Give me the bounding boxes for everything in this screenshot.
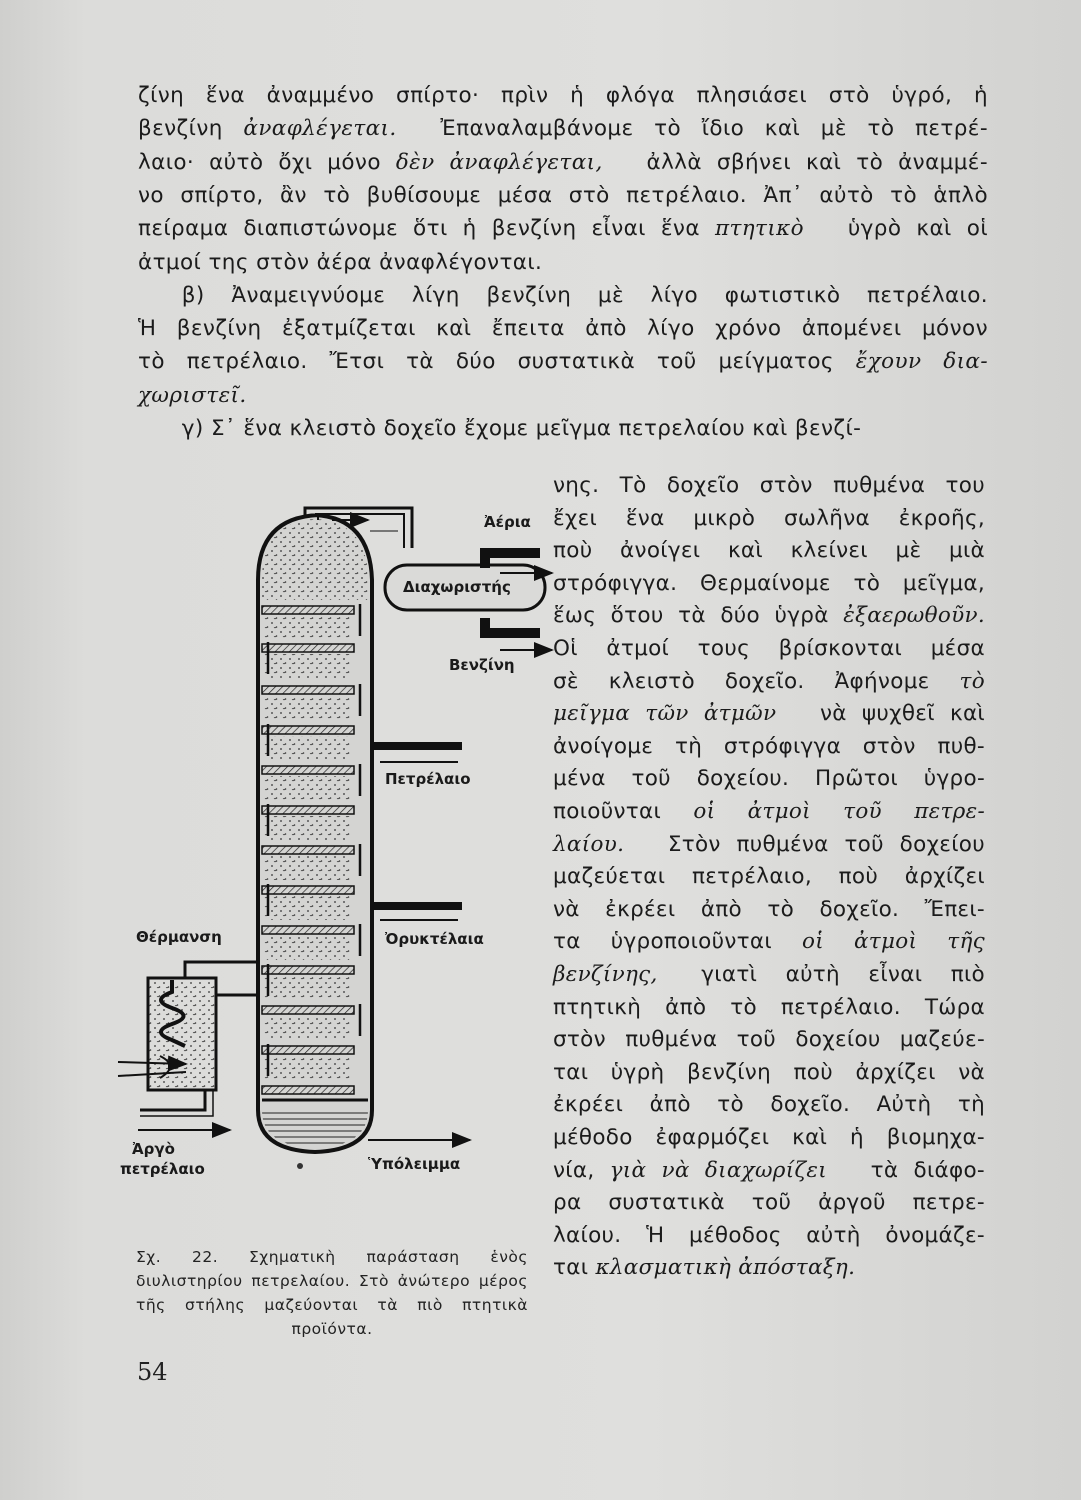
column-tray (262, 1046, 354, 1054)
distillation-column (258, 515, 372, 1152)
text-span: νὰ ψυχθεῖ καὶ (776, 701, 986, 727)
italic-span: οἱ ἀτμοὶ τοῦ πετρε- (693, 799, 986, 824)
text-span: στρόφιγγα. Θερμαίνομε τὸ μεῖγμα, (553, 570, 985, 596)
column-tray (262, 1006, 354, 1014)
column-tray (262, 1086, 354, 1094)
italic-span: ἀναφλέγεται. (243, 116, 397, 142)
italic-span: χωριστεῖ. (138, 382, 247, 408)
label-kerosene: Πετρέλαιο (385, 770, 471, 788)
text-span: τὰ διάφο- (827, 1157, 985, 1183)
text-span: ὑγρὸ καὶ οἱ (804, 216, 988, 242)
tray-liquid (264, 616, 352, 638)
italic-span: κλασματικὴ ἀπόσταξη. (595, 1255, 856, 1281)
column-tray (262, 726, 354, 734)
text-span: ται (553, 1255, 596, 1281)
separator-vessel (385, 548, 552, 650)
italic-span: γιὰ νὰ διαχωρίζει (609, 1157, 828, 1183)
text-span: μέθοδο ἐφαρμόζει καὶ ἡ βιομηχα- (553, 1125, 985, 1150)
text-span: μαζεύεται πετρέλαιο, ποὺ ἀρχίζει (553, 864, 985, 890)
tray-liquid (264, 896, 352, 920)
text-span: νία, (553, 1157, 610, 1183)
text-span: ται ὑγρὴ βενζίνη ποὺ ἀρχίζει νὰ (553, 1059, 985, 1085)
italic-span: μεῖγμα τῶν ἀτμῶν (553, 701, 777, 727)
text-span: τὸ πετρέλαιο. Ἔτσι τὰ δύο συστατικὰ τοῦ μείγματος (138, 349, 856, 375)
figure-caption: Σχ. 22. Σχηματικὴ παράσταση ἑνὸς διυλιστηρίου πετρελαίου. Στὸ ἀνώτερο μέρος τῆς στήλης μαζεύονται τὰ πιὸ πτητικὰ προϊόντα. (136, 1248, 528, 1338)
text-span: ἐκρέει ἀπὸ τὸ δοχεῖο. Αὐτὴ τὴ (553, 1092, 985, 1118)
tray-liquid (264, 856, 352, 880)
label-gases: Ἀέρια (484, 513, 531, 531)
text-span: ποιοῦνται (553, 799, 694, 824)
italic-span: ἔχουν δια- (855, 349, 988, 375)
text-span: σὲ κλειστὸ δοχεῖο. Ἀφήνομε (553, 668, 960, 694)
italic-span: τὸ (959, 668, 985, 694)
text-span: ποὺ ἀνοίγει καὶ κλείνει μὲ μιὰ (553, 538, 985, 564)
text-span: λαίου. Ἡ μέθοδος αὐτὴ ὀνομάζε- (553, 1222, 985, 1248)
column-tray (262, 846, 354, 854)
text-span: ζίνη ἕνα ἀναμμένο σπίρτο· πρὶν ἡ φλόγα πλησιάσει στὸ ὑγρό, ἡ (138, 83, 988, 108)
column-tray (262, 606, 354, 614)
label-mineral-oils: Ὀρυκτέλαια (385, 930, 484, 948)
tray-liquid (264, 976, 352, 1000)
text-span: Ἐπαναλαμβάνομε τὸ ἴδιο καὶ μὲ τὸ πετρέ- (396, 116, 988, 142)
italic-span: δὲν ἀναφλέγεται, (395, 149, 603, 175)
italic-span: βενζίνης, (553, 962, 658, 987)
text-span: γιατὶ αὐτὴ εἶναι πιὸ (657, 962, 985, 987)
text-span: στὸν πυθμένα τοῦ δοχείου μαζεύε- (553, 1027, 985, 1053)
italic-span: οἱ ἀτμοὶ τῆς (802, 929, 985, 955)
text-span: ρα συστατικὰ τοῦ ἀργοῦ πετρε- (553, 1190, 985, 1216)
tray-liquid (264, 816, 352, 840)
column-tray (262, 926, 354, 934)
tray-liquid (264, 776, 352, 800)
tray-liquid (264, 936, 352, 960)
heater (118, 948, 258, 1116)
tray-liquid (264, 654, 352, 680)
text-span: ἕως ὅτου τὰ δύο ὑγρὰ (553, 603, 844, 629)
text-span: Οἱ ἀτμοί τους βρίσκονται μέσα (553, 636, 985, 661)
mineral-oil-outlet (372, 902, 462, 920)
italic-span: λαίου. (553, 831, 625, 857)
text-span: ἀτμοί της στὸν ἀέρα ἀναφλέγονται. (138, 249, 543, 275)
column-tray (262, 766, 354, 774)
page-number: 54 (137, 1358, 168, 1386)
text-span: γ) Σ᾽ ἕνα κλειστὸ δοχεῖο ἔχομε μεῖγμα πετρελαίου καὶ βενζί- (138, 416, 862, 441)
text-span: ἀλλὰ σβήνει καὶ τὸ ἀναμμέ- (602, 149, 988, 175)
label-crude-oil-1: Ἀργὸ (132, 1140, 175, 1158)
tray-liquid (264, 696, 352, 720)
text-span: νης. Τὸ δοχεῖο στὸν πυθμένα του (553, 473, 985, 498)
label-gasoline: Βενζίνη (449, 656, 515, 674)
tray-liquid (264, 1056, 352, 1080)
italic-span: πτητικὸ (714, 216, 805, 242)
italic-span: ἐξαερωθοῦν. (843, 603, 985, 629)
column-tray (262, 686, 354, 694)
text-span: πτητικὴ ἀπὸ τὸ πετρέλαιο. Τώρα (553, 994, 985, 1020)
column-tray (262, 966, 354, 974)
label-crude-oil-2: πετρέλαιο (120, 1160, 205, 1178)
text-span: ἔχει ἕνα μικρὸ σωλῆνα ἐκροῆς, (553, 505, 985, 531)
text-span: β) Ἀναμειγνύομε λίγη βενζίνη μὲ λίγο φωτιστικὸ πετρέλαιο. (138, 282, 988, 308)
kerosene-outlet (372, 742, 462, 762)
text-span: Ἡ βενζίνη ἐξατμίζεται καὶ ἔπειτα ἀπὸ λίγο χρόνο ἀπομένει μόνον (138, 316, 988, 342)
text-span: μένα τοῦ δοχείου. Πρῶτοι ὑγρο- (553, 766, 985, 792)
text-span: Στὸν πυθμένα τοῦ δοχείου (624, 831, 985, 857)
text-span: λαιο· αὐτὸ ὄχι μόνο (138, 149, 396, 175)
column-tray (262, 806, 354, 814)
tray-liquid (264, 736, 352, 760)
column-tray (262, 886, 354, 894)
text-span: πείραμα διαπιστώνομε ὅτι ἡ βενζίνη εἶναι ἕνα (138, 216, 715, 242)
label-separator: Διαχωριστής (403, 578, 511, 596)
text-span: ἀνοίγομε τὴ στρόφιγγα στὸν πυθ- (553, 733, 985, 759)
column-tray (262, 644, 354, 652)
text-span: νο σπίρτο, ἂν τὸ βυθίσουμε μέσα στὸ πετρέλαιο. Ἀπ᾽ αὐτὸ τὸ ἁπλὸ (138, 182, 988, 208)
text-span: τα ὑγροποιοῦνται (553, 929, 802, 955)
text-span: νὰ ἐκρέει ἀπὸ τὸ δοχεῖο. Ἔπει- (553, 896, 985, 922)
tray-liquid (264, 1016, 352, 1040)
label-residue: Ὑπόλειμμα (368, 1155, 461, 1173)
label-heating: Θέρμανση (136, 928, 222, 946)
text-span: βενζίνη (138, 116, 244, 142)
